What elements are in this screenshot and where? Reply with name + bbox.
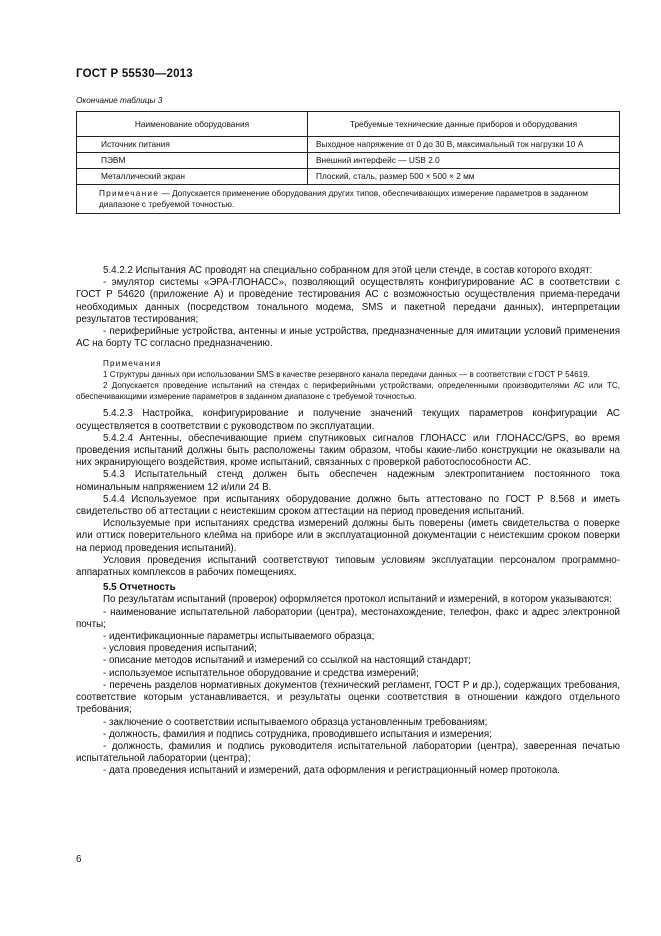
table-row	[77, 153, 620, 169]
paragraph: 5.4.2.3 Настройка, конфигурирование и получение значений текущих параметров конфигурации АС осуществляется в соответствии с руководством по эксплуатации.	[76, 408, 620, 432]
paragraph: 5.4.2.2 Испытания АС проводят на специально собранном для этой цели стенде, в состав которого входят:	[103, 265, 593, 276]
table-caption: Окончание таблицы 3	[76, 96, 163, 105]
table-cell: Выходное напряжение от 0 до 30 В, максимальный ток нагрузки 10 А	[308, 137, 620, 153]
table-row	[77, 169, 620, 185]
table-cell: Внешний интерфейс — USB 2.0	[308, 153, 620, 169]
table-note	[77, 185, 620, 214]
paragraph: 5.4.4 Используемое при испытаниях оборудование должно быть аттестовано по ГОСТ Р 8.568 и иметь свидетельство об аттестации с неистекшим сроком аттестации на период проведения испытаний.	[76, 493, 620, 518]
note-label: Примечание	[99, 188, 160, 198]
equipment-table	[76, 111, 620, 214]
document-header: ГОСТ Р 55530—2013	[76, 68, 193, 80]
page-number: 6	[76, 854, 82, 865]
list-item: - условия проведения испытаний;	[103, 643, 257, 655]
paragraph: - эмулятор системы «ЭРА-ГЛОНАСС», позволяющий осуществлять конфигурирование АС в соответствии с ГОСТ Р 54620 (приложение А) и проведение тестирования АС с возможностью осуществления приема-передачи необходимых данных (посредством тонального модема, SMS и пакетной передачи данных), интерпретации результатов тестирования;	[76, 277, 620, 325]
table-header-row	[77, 112, 620, 137]
list-item: - должность, фамилия и подпись сотрудника, проводившего испытания и измерения;	[103, 728, 492, 740]
notes-label: Примечания	[103, 359, 162, 369]
paragraph: 5.4.2.4 Антенны, обеспечивающие прием спутниковых сигналов ГЛОНАСС или ГЛОНАСС/GPS, во время проведения испытаний должны быть расположены таким образом, чтобы какие-либо конструкции не оказывали на них экранирующего воздействия, кроме испытаний, связанных с проверкой работоспособности АС.	[76, 432, 620, 469]
list-item: - должность, фамилия и подпись руководителя испытательной лаборатории (центра), заверенная печатью испытательной лаборатории (центра);	[76, 740, 620, 765]
note-text: — Допускается применение оборудования других типов, обеспечивающих измерение параметров в заданном диапазоне с требуемой точностью.	[99, 188, 588, 209]
paragraph: 5.4.3 Испытательный стенд должен быть обеспечен надежным электропитанием постоянного тока номинальным напряжением 12 и/или 24 В.	[76, 469, 620, 493]
table-row	[77, 137, 620, 153]
table-cell: ПЭВМ	[77, 153, 308, 169]
table-header-equipment: Наименование оборудования	[77, 112, 308, 137]
section-heading: 5.5 Отчетность	[103, 582, 176, 594]
note-1: 1 Структуры данных при использовании SMS в качестве резервного канала передачи данных — в соответствии с ГОСТ Р 54619.	[103, 370, 590, 380]
paragraph: Условия проведения испытаний соответствуют типовым условиям эксплуатации персоналом программно-аппаратных комплексов в рабочих помещениях.	[76, 554, 620, 579]
table-header-specs: Требуемые технические данные приборов и оборудования	[308, 112, 620, 137]
list-item: - описание методов испытаний и измерений со ссылкой на настоящий стандарт;	[103, 655, 471, 667]
body-text	[76, 265, 620, 778]
list-item: - перечень разделов нормативных документов (технический регламент, ГОСТ Р и др.), содержащих требования, соответствие которым устанавливается, и результаты оценки соответствия в отношении каждого отдельного требования;	[76, 679, 620, 716]
table-cell: Плоский, сталь, размер 500 × 500 × 2 мм	[308, 169, 620, 185]
table-cell: Металлический экран	[77, 169, 308, 185]
list-item: - идентификационные параметры испытываемого образца;	[103, 631, 375, 643]
table-note-row	[77, 185, 620, 214]
table-cell: Источник питания	[77, 137, 308, 153]
list-item: - наименование испытательной лаборатории (центра), местонахождение, телефон, факс и адрес электронной почты;	[76, 606, 620, 630]
paragraph: По результатам испытаний (проверок) оформляется протокол испытаний и измерений, в котором указываются:	[103, 594, 612, 606]
note-2: 2 Допускается проведение испытаний на стендах с периферийными устройствами, определенными производителями АС или ТС, обеспечивающими измерение параметров в заданном диапазоне с требуемой точностью.	[76, 381, 620, 402]
list-item: - дата проведения испытаний и измерений, дата оформления и регистрационный номер протокола.	[103, 765, 561, 777]
list-item: - заключение о соответствии испытываемого образца установленным требованиям;	[103, 716, 488, 728]
paragraph: - периферийные устройства, антенны и иные устройства, предназначенные для имитации условий применения АС на борту ТС согласно предназначению.	[76, 326, 620, 350]
list-item: - используемое испытательное оборудование и средства измерений;	[103, 667, 419, 679]
paragraph: Используемые при испытаниях средства измерений должны быть поверены (иметь свидетельства о поверке или оттиск поверительного клейма на приборе или в эксплуатационной документации с неистекшим сроком поверки на период проведения испытаний).	[76, 518, 620, 554]
